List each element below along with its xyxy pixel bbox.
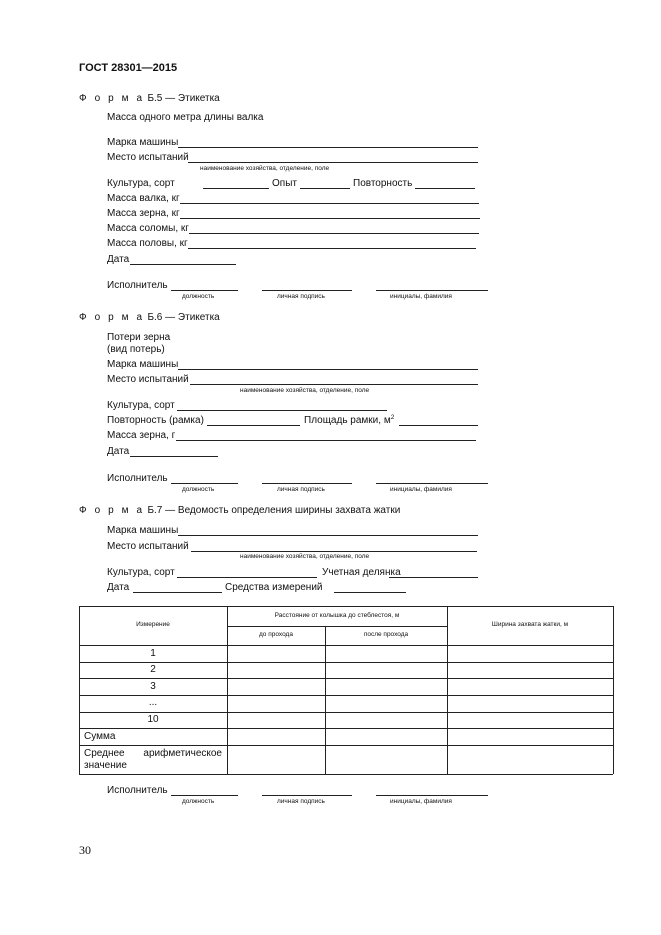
table-subheader-line [227,626,447,627]
table-header-before: до прохода [259,631,293,638]
form-b6-place-label: Место испытаний [107,374,189,385]
table-col-line [447,606,448,774]
form-b5-signature-field[interactable] [262,290,352,291]
form-b5-straw-mass-label: Масса соломы, кг [107,223,189,234]
form-b5-repetition-field[interactable] [415,188,475,189]
form-b6-frame-area-sup: 2 [390,414,395,421]
form-b6-place-hint: наименование хозяйства, отделение, поле [240,387,370,394]
table-row-label: ... [148,697,158,708]
form-b6-title [79,312,220,324]
form-b5-title [79,93,220,105]
form-b7-place-field[interactable] [191,551,477,552]
form-b6-subtitle-2: (вид потерь) [107,344,165,355]
table-row-label: 2 [150,664,156,675]
table-mean-label-2: значение [84,760,127,771]
table-row-line [79,728,613,729]
table-row-line [79,695,613,696]
form-b6-position-field[interactable] [171,483,238,484]
form-b6-machine-field[interactable] [178,369,478,370]
form-b7-plot-label: Учетная делянка [322,567,401,578]
form-b5-grain-mass-field[interactable] [180,218,480,219]
form-b5-repetition-label: Повторность [353,178,413,189]
form-b7-executor-label: Исполнитель [107,785,168,796]
form-b6-form-word: Ф о р м а [79,312,145,323]
form-b5-title-text: Б.5 — Этикетка [144,93,220,104]
form-b7-plot-field[interactable] [389,577,478,578]
form-b7-position-field[interactable] [171,795,238,796]
form-b5-position-hint: должность [182,293,215,300]
form-b6-grain-mass-field[interactable] [176,440,476,441]
form-b5-position-field[interactable] [171,290,238,291]
form-b6-frame-area-label: Площадь рамки, м [304,415,391,426]
table-row-label: 3 [150,681,156,692]
form-b6-crop-field[interactable] [177,410,387,411]
form-b5-machine-label: Марка машины [107,137,179,148]
form-b7-crop-label: Культура, сорт [107,567,175,578]
table-border-top [79,606,613,607]
form-b6-machine-label: Марка машины [107,359,179,370]
form-b6-place-field[interactable] [190,384,478,385]
form-b5-signature-hint: личная подпись [277,293,325,300]
table-sum-label: Сумма [84,731,116,742]
table-header-width: Ширина захвата жатки, м [491,621,569,628]
table-row-line [79,662,613,663]
table-col-line [325,626,326,774]
form-b5-place-field[interactable] [188,162,478,163]
table-header-distance-group: Расстояние от колышка до стеблестоя, м [274,612,400,619]
form-b7-instruments-label: Средства измерений [225,582,323,593]
table-row-line [79,712,613,713]
form-b5-grain-mass-label: Масса зерна, кг [107,208,180,219]
page-number: 30 [79,843,91,857]
table-row-line [79,745,613,746]
form-b7-name-hint: инициалы, фамилия [390,798,452,805]
form-b5-experiment-label: Опыт [272,178,297,189]
form-b6-signature-field[interactable] [262,483,352,484]
form-b6-name-hint: инициалы, фамилия [390,486,452,493]
form-b6-position-hint: должность [182,486,215,493]
form-b7-machine-label: Марка машины [107,525,179,536]
form-b5-swath-mass-field[interactable] [180,203,479,204]
form-b5-place-hint: наименование хозяйства, отделение, поле [200,165,330,172]
width-measurement-table [79,606,613,774]
form-b7-name-field[interactable] [376,795,488,796]
table-header-bottom [79,645,613,646]
table-border-right [613,606,614,774]
form-b6-executor-label: Исполнитель [107,473,168,484]
form-b6-date-field[interactable] [130,456,218,457]
table-mean-label-1: Среднее арифметическое [84,748,222,759]
form-b7-title [79,505,400,517]
form-b5-machine-field[interactable] [178,147,478,148]
form-b5-form-word: Ф о р м а [79,93,145,104]
form-b5-date-label: Дата [107,254,130,265]
form-b5-crop-field[interactable] [203,188,269,189]
form-b6-title-text: Б.6 — Этикетка [144,312,220,323]
form-b5-place-label: Место испытаний [107,152,189,163]
form-b7-title-text: Б.7 — Ведомость определения ширины захвата жатки [144,505,401,516]
form-b7-signature-hint: личная подпись [277,798,325,805]
form-b5-date-field[interactable] [130,264,236,265]
form-b7-position-hint: должность [182,798,215,805]
form-b6-repetition-field[interactable] [207,425,300,426]
form-b7-form-word: Ф о р м а [79,505,145,516]
form-b7-date-field[interactable] [133,592,222,593]
table-border-bottom [79,774,613,775]
form-b6-subtitle-1: Потери зерна [107,332,171,343]
form-b5-straw-mass-field[interactable] [189,233,479,234]
form-b6-grain-mass-label: Масса зерна, г [107,430,176,441]
form-b5-chaff-mass-field[interactable] [188,248,476,249]
table-row-label: 10 [147,714,159,725]
form-b6-frame-area [304,415,394,427]
form-b5-crop-label: Культура, сорт [107,178,175,189]
form-b6-frame-area-field[interactable] [399,425,478,426]
form-b5-chaff-mass-label: Масса половы, кг [107,238,188,249]
form-b5-swath-mass-label: Масса валка, кг [107,193,180,204]
form-b5-subtitle: Масса одного метра длины валка [107,112,264,123]
form-b6-crop-label: Культура, сорт [107,400,175,411]
form-b7-date-label: Дата [107,582,130,593]
form-b7-place-hint: наименование хозяйства, отделение, поле [240,553,370,560]
table-row-line [79,678,613,679]
form-b6-repetition-label: Повторность (рамка) [107,415,204,426]
form-b5-name-hint: инициалы, фамилия [390,293,452,300]
form-b6-signature-hint: личная подпись [277,486,325,493]
table-header-after: после прохода [363,631,409,638]
document-header: ГОСТ 28301—2015 [79,62,178,74]
table-row-label: 1 [150,648,156,659]
form-b5-name-field[interactable] [376,290,488,291]
form-b7-instruments-field[interactable] [334,592,406,593]
form-b7-signature-field[interactable] [262,795,352,796]
table-header-measurement: Измерение [136,621,170,628]
form-b5-experiment-field[interactable] [300,188,350,189]
form-b7-machine-field[interactable] [178,535,478,536]
form-b7-crop-field[interactable] [177,577,317,578]
form-b5-executor-label: Исполнитель [107,280,168,291]
form-b6-date-label: Дата [107,446,130,457]
form-b6-name-field[interactable] [376,483,488,484]
form-b7-place-label: Место испытаний [107,541,189,552]
